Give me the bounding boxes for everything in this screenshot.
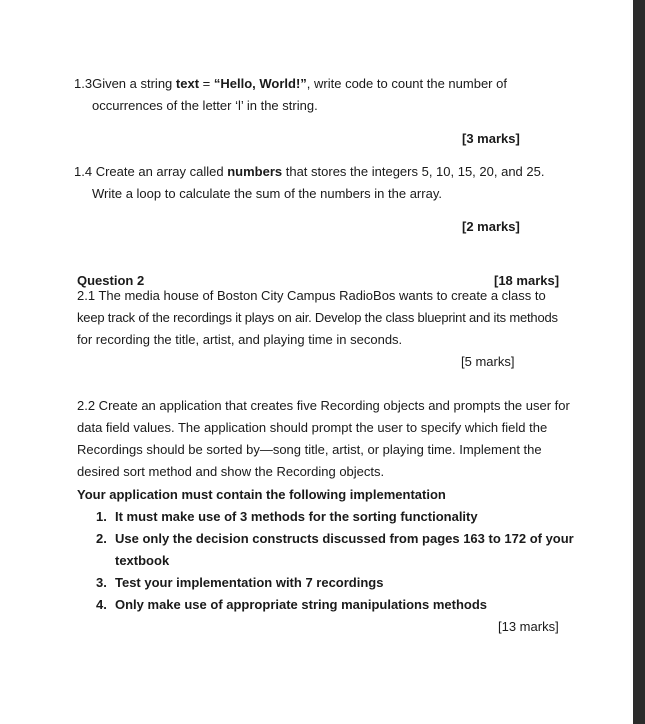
q1-3-marks: [3 marks] [462,131,520,146]
question-2-marks: [18 marks] [494,273,560,288]
q2-2-line-2: data field values. The application should prompt the user to specify which field the [77,420,548,435]
q1-4-number: 1.4 [74,164,93,179]
q1-3-line-2: occurrences of the letter ‘l’ in the string. [92,98,318,113]
list-item-number: 1. [96,509,107,524]
implementation-heading: Your application must contain the following implementation [77,487,446,502]
q2-1-marks: [5 marks] [461,354,515,369]
q1-4-line-1: 1.4 Create an array called numbers that stores the integers 5, 10, 15, 20, and 25. [74,164,545,179]
list-item-number: 2. [96,531,107,546]
question-2-heading: Question 2 [77,273,145,288]
q2-2-line-3: Recordings should be sorted by—song title, artist, or playing time. Implement the [77,442,542,457]
q1-4-marks: [2 marks] [462,219,520,234]
list-item-text: It must make use of 3 methods for the sorting functionality [115,509,478,524]
q2-1-line-1: 2.1 The media house of Boston City Campus RadioBos wants to create a class to [77,288,546,303]
list-item-text: Test your implementation with 7 recordings [115,575,384,590]
list-item-text: Only make use of appropriate string manipulations methods [115,597,488,612]
q1-3-line-1: 1.3Given a string text = “Hello, World!”, write code to count the number of [74,76,507,91]
q2-2-line-4: desired sort method and show the Recording objects. [77,464,385,479]
list-item-text-continued: textbook [115,553,170,568]
q2-2-line-1: 2.2 Create an application that creates five Recording objects and prompts the user for [77,398,570,413]
viewer-scroll-edge [633,0,645,724]
list-item-text: Use only the decision constructs discussed from pages 163 to 172 of your [115,531,574,546]
q1-3-number: 1.3 [74,76,93,91]
q2-1-line-3: for recording the title, artist, and playing time in seconds. [77,332,403,347]
list-item-number: 4. [96,597,107,612]
q2-2-marks: [13 marks] [498,619,559,634]
list-item-number: 3. [96,575,107,590]
q1-4-line-2: Write a loop to calculate the sum of the numbers in the array. [92,186,442,201]
q2-1-line-2: keep track of the recordings it plays on air. Develop the class blueprint and its methods [77,310,558,325]
